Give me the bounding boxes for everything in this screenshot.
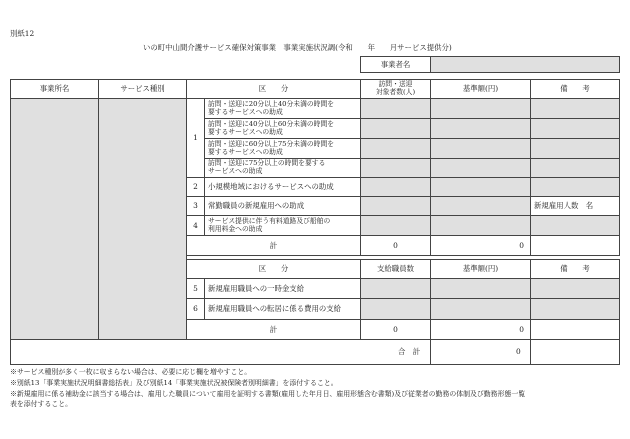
document-code: 別紙12 (10, 29, 35, 38)
subtotal-2-label: 計 (186, 319, 361, 340)
item-4-number: 4 (186, 215, 205, 236)
item-1d-users-input[interactable] (360, 158, 431, 178)
item-5-amount-input[interactable] (430, 278, 531, 299)
item-5-label: 新規雇用職員への一時金支給 (204, 278, 361, 299)
item-1b-users-input[interactable] (360, 118, 431, 139)
subtotal-2-remarks (530, 319, 620, 340)
item-1c-label: 訪問・送迎に60分以上75分未満の時間を 要するサービスへの助成 (204, 138, 361, 159)
item-1-number: 1 (186, 98, 205, 178)
page-title: いの町中山間介護サービス確保対策事業 事業実施状況調(令和 年 月サービス提供分) (143, 43, 452, 52)
operator-name-field[interactable] (430, 56, 620, 73)
item-4-label: サービス提供に伴う有料道路及び船舶の 利用料金への助成 (204, 215, 361, 236)
item-6-number: 6 (186, 298, 205, 320)
item-3-label: 常勤職員の新規雇用への助成 (204, 196, 361, 216)
header-users: 訪問・送迎 対象者数(人) (360, 79, 431, 99)
item-1c-amount-input[interactable] (430, 138, 531, 159)
item-1c-remarks[interactable] (530, 138, 620, 159)
item-1b-amount-input[interactable] (430, 118, 531, 139)
note-2: ※別紙13「事業実施状況明細書総括表」及び別紙14「事業実施状況被保険者別明細書」を添付すること。 (10, 379, 338, 387)
item-6-label: 新規雇用職員への転居に係る費用の支給 (204, 298, 361, 320)
subtotal-1-amount: 0 (430, 235, 531, 256)
item-1b-label: 訪問・送迎に40分以上60分未満の時間を 要するサービスへの助成 (204, 118, 361, 139)
grand-total-row (10, 339, 620, 365)
grand-total-divider-2 (530, 339, 531, 365)
item-5-count-input[interactable] (360, 278, 431, 299)
header-service-type: サービス種別 (98, 79, 187, 99)
item-1d-remarks[interactable] (530, 158, 620, 178)
header-base-amount: 基準額(円) (430, 79, 531, 99)
item-2-label: 小規模地域におけるサービスへの助成 (204, 177, 361, 197)
grand-total-amount: 0 (516, 347, 521, 356)
item-1a-amount-input[interactable] (430, 98, 531, 119)
note-4: 表を添付すること。 (10, 400, 73, 408)
item-1c-users-input[interactable] (360, 138, 431, 159)
section2-header-paid: 支給職員数 (360, 259, 431, 279)
item-1b-remarks[interactable] (530, 118, 620, 139)
grand-total-label: 合 計 (398, 347, 421, 356)
section2-header-remarks: 備 考 (530, 259, 620, 279)
item-3-number: 3 (186, 196, 205, 216)
section2-header-division: 区 分 (186, 259, 361, 279)
item-1a-remarks[interactable] (530, 98, 620, 119)
item-2-amount-input[interactable] (430, 177, 531, 197)
item-4-remarks[interactable] (530, 215, 620, 236)
office-name-field[interactable] (10, 98, 99, 340)
item-2-number: 2 (186, 177, 205, 197)
subtotal-2-amount: 0 (430, 319, 531, 340)
subtotal-2-count: 0 (360, 319, 431, 340)
item-3-amount-input[interactable] (430, 196, 531, 216)
item-5-number: 5 (186, 278, 205, 299)
item-1a-users-input[interactable] (360, 98, 431, 119)
item-5-remarks[interactable] (530, 278, 620, 299)
service-type-field[interactable] (98, 98, 187, 340)
item-3-users-input[interactable] (360, 196, 431, 216)
item-1a-label: 訪問・送迎に20分以上40分未満の時間を 要するサービスへの助成 (204, 98, 361, 119)
subtotal-1-users: 0 (360, 235, 431, 256)
header-division: 区 分 (186, 79, 361, 99)
item-2-remarks[interactable] (530, 177, 620, 197)
item-6-count-input[interactable] (360, 298, 431, 320)
note-3: ※新規雇用に係る補助金に該当する場合は、雇用した職員について雇用を証明する書類(雇用した年月日、雇用形態含む書類)及び従業者の勤務の体制及び勤務形態一覧 (10, 390, 526, 398)
item-4-amount-input[interactable] (430, 215, 531, 236)
item-1d-label: 訪問・送迎に75分以上の時間を要する サービスへの助成 (204, 158, 361, 178)
grand-total-divider (430, 339, 431, 365)
item-6-remarks[interactable] (530, 298, 620, 320)
item-3-remarks: 新規雇用人数 名 (530, 196, 620, 216)
item-4-users-input[interactable] (360, 215, 431, 236)
item-1d-amount-input[interactable] (430, 158, 531, 178)
item-6-amount-input[interactable] (430, 298, 531, 320)
subtotal-1-remarks (530, 235, 620, 256)
note-1: ※サービス種別が多く一枚に収まらない場合は、必要に応じ欄を増やすこと。 (10, 368, 252, 376)
item-2-users-input[interactable] (360, 177, 431, 197)
operator-label: 事業者名 (360, 56, 431, 73)
subtotal-1-label: 計 (186, 235, 361, 256)
header-remarks: 備 考 (530, 79, 620, 99)
header-office: 事業所名 (10, 79, 99, 99)
section2-header-base-amount: 基準額(円) (430, 259, 531, 279)
